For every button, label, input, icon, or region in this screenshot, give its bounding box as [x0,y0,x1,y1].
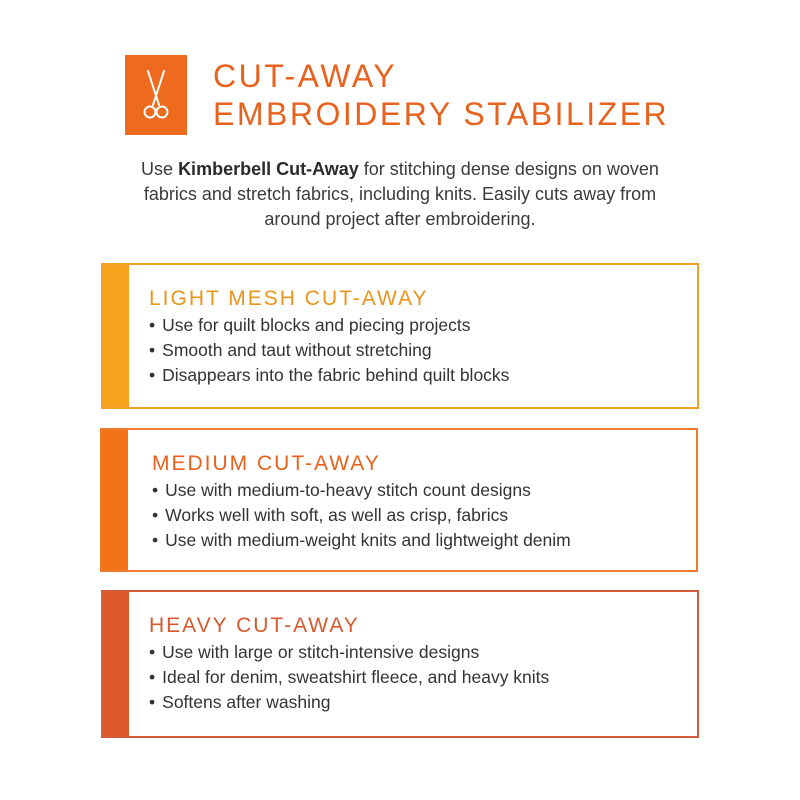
intro-paragraph [140,157,660,232]
logo-box [125,55,187,135]
title-line-1: CUT-AWAY [213,58,398,94]
card-title: MEDIUM CUT-AWAY [152,452,381,475]
list-item: • Softens after washing [149,690,549,715]
bullet-list [149,640,549,715]
title-line-2: EMBROIDERY STABILIZER [213,96,670,132]
list-item: • Ideal for denim, sweatshirt fleece, and heavy knits [149,665,549,690]
list-item: • Use with medium-to-heavy stitch count designs [152,478,571,503]
card-color-bar [103,592,129,736]
bullet-list [152,478,571,553]
card-light-mesh [101,263,699,409]
bullet-list [149,313,509,388]
card-title: LIGHT MESH CUT-AWAY [149,287,429,310]
intro-brand: Kimberbell Cut-Away [178,159,359,179]
intro-prefix: Use [141,159,179,179]
card-color-bar [102,430,128,570]
list-item: • Works well with soft, as well as crisp, fabrics [152,503,571,528]
list-item: • Use with large or stitch-intensive designs [149,640,549,665]
card-heavy [101,590,699,738]
page-title [213,57,669,133]
intro-suffix: for stitching dense designs on woven fabrics and stretch fabrics, including knits. Easily cuts away from around project after embroidering. [143,159,659,229]
card-title: HEAVY CUT-AWAY [149,614,360,637]
list-item: • Disappears into the fabric behind quilt blocks [149,363,509,388]
scissors-icon [142,69,170,121]
list-item: • Smooth and taut without stretching [149,338,509,363]
card-medium [100,428,698,572]
list-item: • Use with medium-weight knits and lightweight denim [152,528,571,553]
list-item: • Use for quilt blocks and piecing projects [149,313,509,338]
card-color-bar [103,265,129,407]
